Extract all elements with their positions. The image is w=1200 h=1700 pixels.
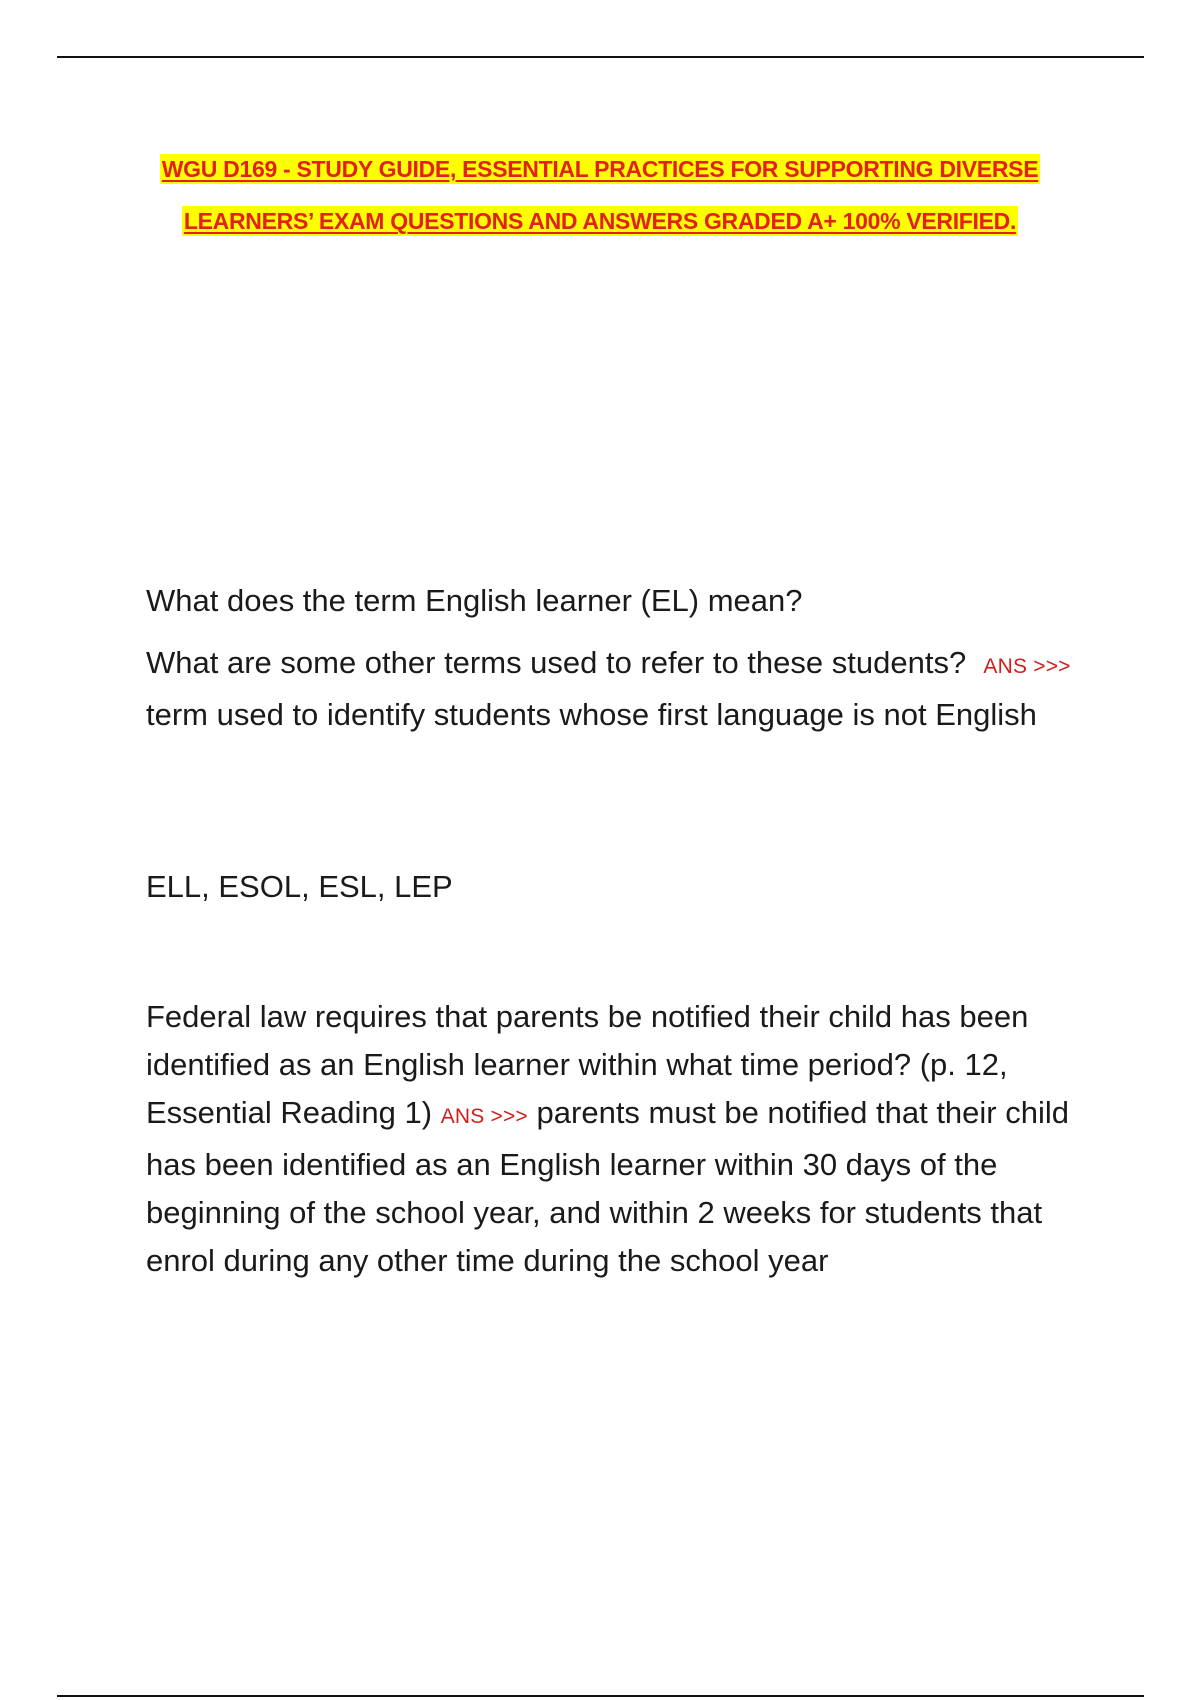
title-line-2: LEARNERS’ EXAM QUESTIONS AND ANSWERS GRADED A+ 100% VERIFIED. <box>183 208 1017 234</box>
answer-2-text: term used to identify students whose first language is not English <box>146 697 1037 732</box>
answer-marker: ANS >>> <box>440 1105 528 1128</box>
question-2-text: What are some other terms used to refer to these students? <box>146 645 967 680</box>
question-3-paragraph <box>146 993 1096 1285</box>
question-3 <box>146 993 1096 1285</box>
bottom-rule <box>57 1695 1144 1697</box>
question-1 <box>146 577 1096 625</box>
answer-2-extra <box>146 863 1096 911</box>
question-3-text: Federal law requires that parents be notified their child has been identified as an English learner within what time period? (p. 12, Essential Reading 1) <box>146 999 1029 1130</box>
question-1-text: What does the term English learner (EL) mean? <box>146 583 803 618</box>
top-rule <box>57 56 1144 58</box>
answer-3-text: parents must be notified that their child has been identified as an English learner within 30 days of the beginning of the school year, and within 2 weeks for students that enrol during any other time during the school year <box>146 1095 1069 1278</box>
title-line-1: WGU D169 - STUDY GUIDE, ESSENTIAL PRACTICES FOR SUPPORTING DIVERSE <box>161 156 1039 182</box>
question-2 <box>146 639 1096 739</box>
question-2-paragraph <box>146 639 1096 739</box>
answer-marker: ANS >>> <box>983 655 1071 678</box>
document-title <box>60 143 1140 247</box>
answer-2-extra-text: ELL, ESOL, ESL, LEP <box>146 869 453 904</box>
